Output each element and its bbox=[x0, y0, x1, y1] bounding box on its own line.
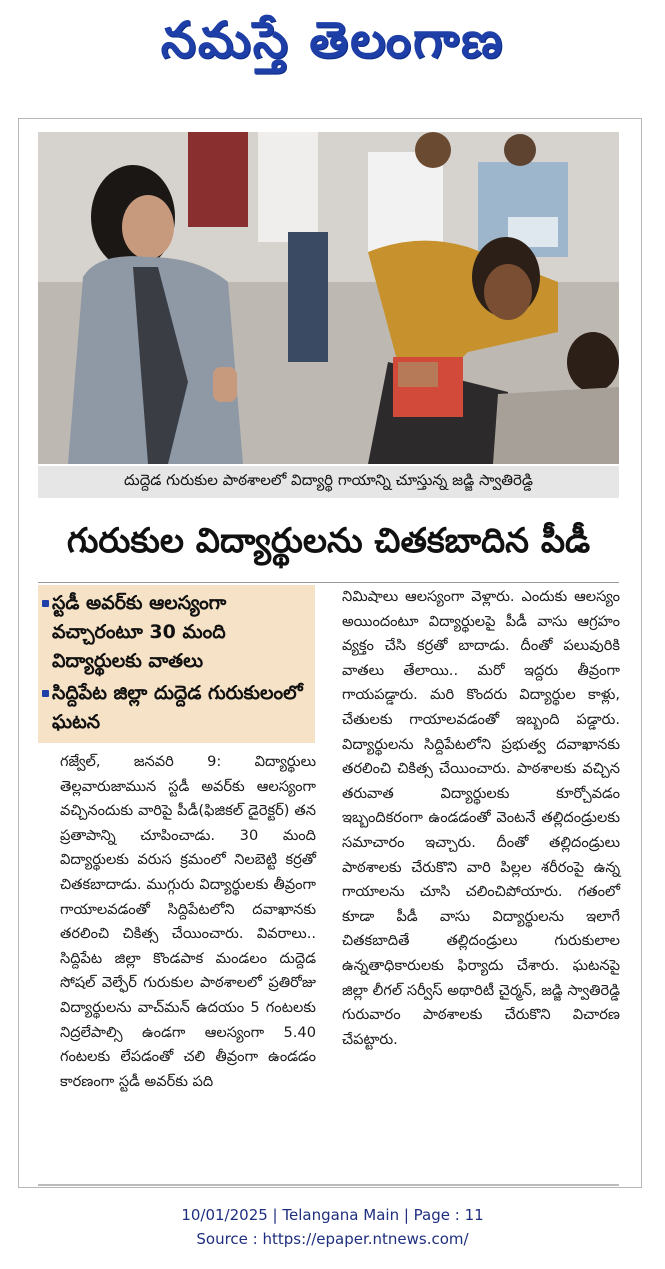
source-link[interactable]: Source : https://epaper.ntnews.com/ bbox=[196, 1230, 469, 1248]
footer-divider bbox=[38, 1184, 619, 1186]
article-headline: గురుకుల విద్యార్థులను చితకబాదిన పీడీ bbox=[66, 521, 591, 561]
photo-caption: దుద్దెడ గురుకుల పాఠశాలలో విద్యార్థి గాయాన్ని చూస్తున్న జడ్జి స్వాతిరెడ్డి bbox=[38, 466, 619, 498]
article-body-left: గజ్వేల్, జనవరి 9: విద్యార్థులు తెల్లవారుజామున స్టడీ అవర్‌కు ఆలస్యంగా వచ్చినందుకు వారిపై పీడీ(ఫిజికల్ డైరెక్టర్) తన ప్రతాపాన్ని చూపించాడు. 30 మంది విద్యార్థులకు వరుస క్రమంలో నిలబెట్టి కర్రతో చితకబాదాడు. ముగ్గురు విద్యార్థులకు తీవ్రంగా గాయాలవడంతో సిద్దిపేటలోని దవాఖానకు తరలించి చికిత్స చేయించారు. వివరాలు.. సిద్దిపేట జిల్లా కొండపాక మండలం దుద్దెడ సోషల్ వెల్ఫేర్ గురుకుల పాఠశాలలో ప్రతిరోజు విద్యార్థులను వాచ్‌మన్ ఉదయం 5 గంటలకు నిద్రలేపాల్సి ఉండగా ఆలస్యంగా 5.40 గంటలకు లేపడంతో చలి తీవ్రంగా ఉండడం కారణంగా స్టడీ అవర్‌కు పది bbox=[60, 753, 316, 1090]
highlight-item: సిద్దిపేట జిల్లా దుద్దెడ గురుకులంలో ఘటన bbox=[52, 679, 304, 737]
highlight-box bbox=[38, 585, 315, 743]
masthead-title: నమస్తే తెలంగాణ bbox=[160, 10, 505, 69]
news-photo bbox=[38, 132, 619, 464]
edition-info: 10/01/2025 | Telangana Main | Page : 11 bbox=[181, 1206, 484, 1224]
highlight-item: స్టడీ అవర్‌కు ఆలస్యంగా వచ్చారంటూ 30 మంది విద్యార్థులకు వాతలు bbox=[52, 589, 304, 676]
photo-illustration bbox=[38, 132, 619, 464]
masthead bbox=[0, 0, 665, 92]
headline-divider bbox=[38, 582, 619, 583]
article-body-right: నిమిషాలు ఆలస్యంగా వెళ్లారు. ఎందుకు ఆలస్యం అయిందంటూ విద్యార్థులపై పీడీ వాసు ఆగ్రహం వ్యక్తం చేసి కర్రతో బాదాడు. దీంతో పలువురికి వాతలు తేలాయి.. మరో ఇద్దరు తీవ్రంగా గాయపడ్డారు. మరి కొందరు విద్యార్థుల కాళ్లు, చేతులకు గాయాలవడంతో ఇబ్బంది పడ్డారు. విద్యార్థులను సిద్దిపేటలోని ప్రభుత్వ దవాఖానకు తరలించి చికిత్స చేయించారు. పాఠశాలకు వచ్చిన తరువాత విద్యార్థులకు కూర్చోవడం ఇబ్బందికరంగా ఉండడంతో వెంటనే తల్లిదండ్రులకు సమాచారం ఇచ్చారు. దీంతో తల్లిదండ్రులు పాఠశాలకు చేరుకొని వారి పిల్లల శరీరంపై ఉన్న గాయాలను చూసి చలించిపోయారు. గతంలో కూడా పీడీ వాసు విద్యార్థులను ఇలాగే చితకబాదితే తల్లిదండ్రులు గురుకులాల ఉన్నతాధికారులకు ఫిర్యాదు చేశారు. ఘటనపై జిల్లా లీగల్ సర్వీస్ అథారిటీ చైర్మన్, జడ్జి స్వాతిరెడ్డి గురువారం పాఠశాలకు చేరుకొని విచారణ చేపట్టారు. bbox=[342, 588, 620, 1048]
